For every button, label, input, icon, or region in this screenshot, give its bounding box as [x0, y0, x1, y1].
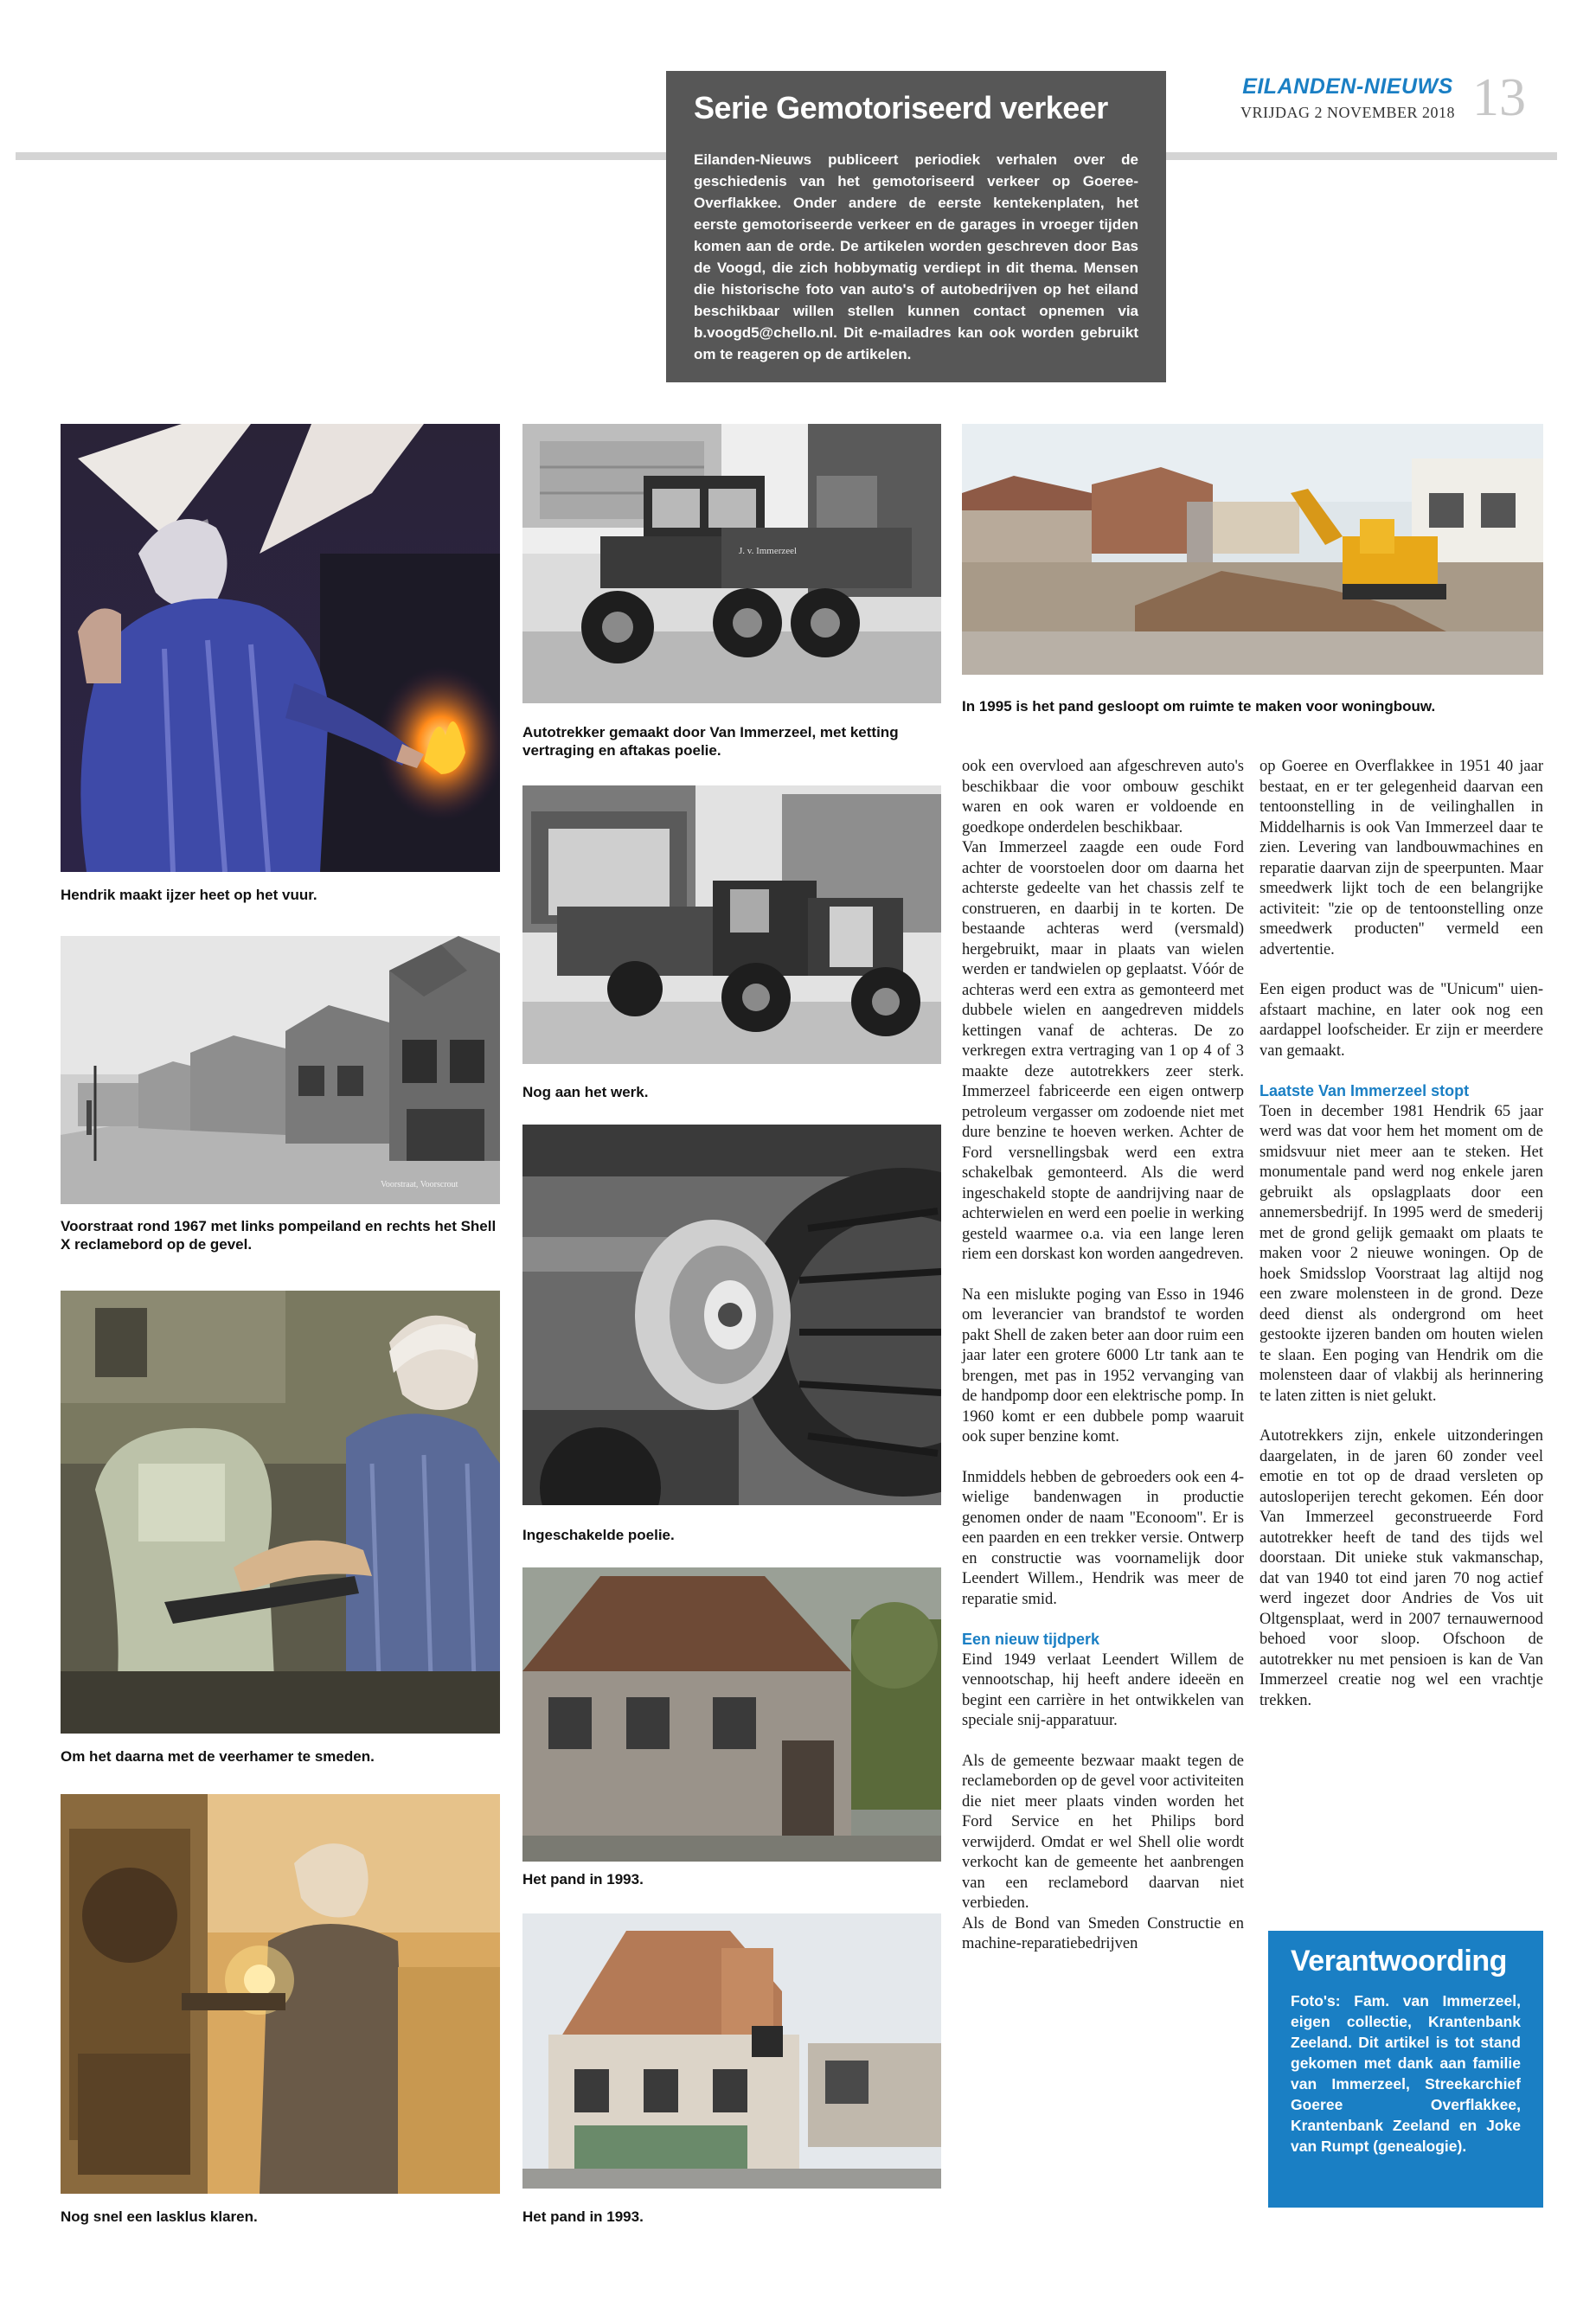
photo-credit-voorstraat: Voorstraat, Voorscrout	[381, 1180, 458, 1189]
photo-veerhamer	[61, 1291, 500, 1734]
article-paragraph: Autotrekkers zijn, enkele uitzonderingen daargelaten, in de jaren 60 zonder veel emotie en tot op de draad versleten op autosloperijen terecht gekomen. Eén door Van Immerzeel geconstrueerde Ford autotrekker heeft de tand des tijds wel doorstaan. Dit unieke stuk vakmanschap, dat van 1940 tot eind jaren 70 nog actief werd ingezet door Andries de Vos uit Oltgensplaat, werd in 2007 ternauwernood behoed voor sloop. Ofschoon de autotrekker nu met pensioen is kan de Van Immerzeel creatie nog wel een vrachtje trekken.	[1259, 1427, 1543, 1709]
caption-poelie: Ingeschakelde poelie.	[522, 1527, 675, 1543]
article-paragraph: Toen in december 1981 Hendrik 65 jaar werd was dat voor hem het moment om de smidsvuur niet meer aan te steken. Het monumentale pand werd nog enkele jaren gebruikt als opslagplaats door een annemersbedrijf. In 1995 werd de smederij met de grond gelijk gemaakt om plaats te maken voor 2 nieuwe woningen. Op de hoek Smidsslop Voorstraat lag altijd nog een zware molensteen in de grond. Deze deed dienst als ondergrond om heet gestookte ijzeren banden om houten wielen te slaan. Een poging van Hendrik om die molensteen daar of vlakbij als herinnering te laten zitten is niet gelukt.	[1259, 1102, 1543, 1405]
subheading-laatste-stopt: Laatste Van Immerzeel stopt	[1259, 1082, 1470, 1099]
series-intro-text: Eilanden-Nieuws publiceert periodiek verhalen over de geschiedenis van het gemotoriseerd verkeer op Goeree-Overflakkee. Onder andere de eerste kentekenplaten, het eerste gemotoriseerde verkeer en de garages in vroeger tijden komen aan de orde. De artikelen worden geschreven door Bas de Voogd, die zich hobbymatig verdiept in dit thema. Mensen die historische foto van auto's of autobedrijven op het eiland beschikbaar willen stellen kunnen contact opnemen via b.voogd5@chello.nl. Dit e-mailadres kan ook worden gebruikt om te reageren op de artikelen.	[694, 151, 1138, 362]
article-paragraph: Inmiddels hebben de gebroeders ook een 4-wielige bandenwagen in productie genomen onder de naam ''Econoom''. Er is een paarden en een trekker versie. Ontwerp en constructie was voornamelijk door Leendert Willem., Hendrik was meer de reparatie smid.	[962, 1468, 1244, 1608]
photo-voorstraat	[61, 936, 500, 1204]
caption-pand-1993-a: Het pand in 1993.	[522, 1871, 644, 1888]
masthead-logo: EILANDEN-NIEUWS	[1242, 74, 1453, 99]
series-title: Serie Gemotoriseerd verkeer	[694, 90, 1108, 125]
article-paragraph: op Goeree en Overflakkee in 1951 40 jaar bestaat, en er ter gelegenheid daarvan een tentoonstelling in de veilinghallen in Middelharnis is ook Van Immerzeel daar te zien. Levering van landbouwmachines en reparatie daarvan zijn de speerpunten. Maar smeedwerk lijkt toch de een belangrijke activiteit: ''zie op de tentoonstelling onze smeedwerk producten'' vermeld een advertentie.	[1259, 758, 1543, 958]
caption-pand-1993-b: Het pand in 1993.	[522, 2208, 644, 2225]
caption-autotrekker: Autotrekker gemaakt door Van Immerzeel, met ketting vertraging en aftakas poelie.	[522, 724, 899, 759]
credits-text: Foto's: Fam. van Immerzeel, eigen collectie, Krantenbank Zeeland. Dit artikel is tot stand gekomen met dank aan familie van Immerzeel, Streekarchief Goeree Overflakkee, Krantenbank Zeeland en Joke van Rumpt (genealogie).	[1291, 1992, 1521, 2155]
caption-hendrik-fire: Hendrik maakt ijzer heet op het vuur.	[61, 887, 317, 903]
article-paragraph: Eind 1949 verlaat Leendert Willem de vennootschap, hij heeft andere ideeën en begint een carrière in het ontwikkelen van speciale snij-apparatuur.	[962, 1650, 1244, 1729]
article-column-1	[962, 757, 1244, 1955]
caption-demolition-1995: In 1995 is het pand gesloopt om ruimte te maken voor woningbouw.	[962, 698, 1436, 715]
subheading-nieuw-tijdperk: Een nieuw tijdperk	[962, 1631, 1100, 1648]
photo-pand-1993-a	[522, 1567, 941, 1862]
article-paragraph: Een eigen product was de ''Unicum'' uien-afstaart machine, en later ook nog een aardappel loofscheider. Er zijn er meerdere van gemaakt.	[1259, 981, 1543, 1060]
caption-veerhamer: Om het daarna met de veerhamer te smeden.	[61, 1748, 375, 1765]
article-column-2	[1259, 757, 1543, 1711]
caption-voorstraat: Voorstraat rond 1967 met links pompeiland en rechts het Shell X reclamebord op de gevel.	[61, 1218, 497, 1253]
article-paragraph: Als de gemeente bezwaar maakt tegen de reclameborden op de gevel voor activiteiten die niet meer plaats vinden worden het Ford Service en het Philips bord verwijderd. Omdat er wel Shell olie wordt verkocht kan de gemeente het aanbrengen van een reclamebord daarvan niet verbieden.	[962, 1752, 1244, 1912]
photo-poelie	[522, 1125, 941, 1505]
article-paragraph: Van Immerzeel zaagde een oude Ford achter de voorstoelen door om daarna het achterste gedeelte van het chassis zelf te construeren, en daarbij in te korten. De bestaande achteras werd (versmald) hergebruikt, maar in plaats van wielen werden er tandwielen op geplaatst. Vóór de achteras werd een extra as gemonteerd met dubbele wielen en aangedreven middels kettingen vanaf de achteras. De zo verkregen extra vertraging van 1 op 4 of 3 maakte deze autotrekkers zeer sterk. Immerzeel fabriceerde een eigen ontwerp petroleum vergasser om zodoende niet met dure benzine te hoeven werken. Achter de Ford versnellingsbak werd een extra schakelbak gemonteerd. Als die werd ingeschakeld stopte de aandrijving naar de achterwielen en werd een poelie in werking gesteld waarmee o.a. via een lange leren riem een dorskast kon worden aangedreven.	[962, 839, 1244, 1263]
photo-autotrekker	[522, 424, 941, 703]
caption-nog-aan-werk: Nog aan het werk.	[522, 1084, 649, 1100]
photo-lasklus	[61, 1794, 500, 2194]
truck-door-sign: J. v. Immerzeel	[739, 546, 798, 556]
credits-box	[1268, 1931, 1543, 2208]
photo-pand-1993-b	[522, 1913, 941, 2189]
article-paragraph: Als de Bond van Smeden Constructie en machine-reparatiebedrijven	[962, 1914, 1244, 1952]
photo-demolition-1995	[962, 424, 1543, 675]
photo-nog-aan-werk	[522, 785, 941, 1064]
series-info-box	[666, 71, 1166, 382]
credits-title: Verantwoording	[1291, 1945, 1507, 1977]
caption-lasklus: Nog snel een lasklus klaren.	[61, 2208, 258, 2225]
page-number: 13	[1472, 68, 1526, 127]
issue-date: VRIJDAG 2 NOVEMBER 2018	[1240, 104, 1455, 121]
article-paragraph: ook een overvloed aan afgeschreven auto's beschikbaar die voor ombouw geschikt waren en ook waren er voldoende en goedkope onderdelen beschikbaar.	[962, 758, 1244, 836]
photo-hendrik-fire	[61, 424, 500, 872]
article-paragraph: Na een mislukte poging van Esso in 1946 om leverancier van brandstof te worden pakt Shell de zaken beter aan door ruim een jaar later een grotere 6000 Ltr tank aan te brengen, met pas in 1952 vervanging van de handpomp door een elektrische pomp. In 1960 komt er een dubbele pomp waaruit ook super benzine komt.	[962, 1285, 1244, 1445]
